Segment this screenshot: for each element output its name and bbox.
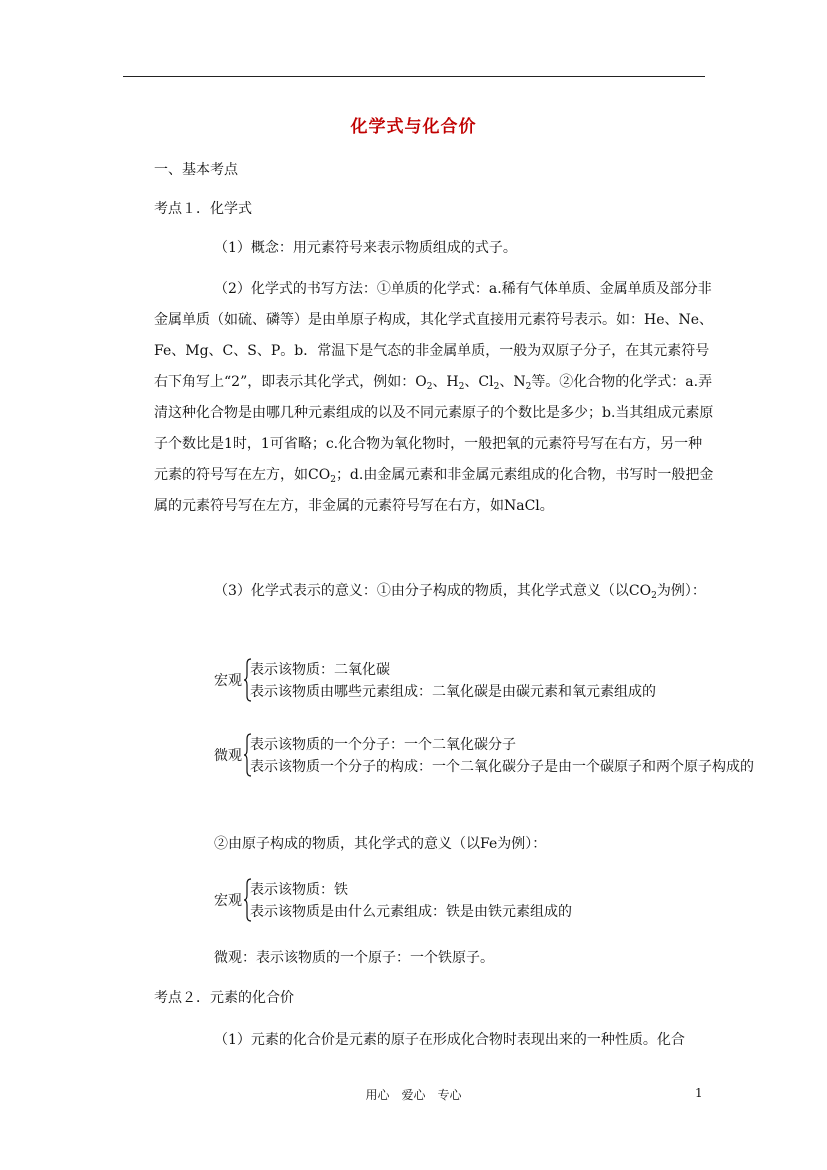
macro-brace-group-1 <box>214 658 774 702</box>
brace-item: 表示该物质由哪些元素组成：二氧化碳是由碳元素和氧元素组成的 <box>250 684 656 700</box>
macro-brace-group-2 <box>214 878 734 922</box>
page-number: 1 <box>695 1086 703 1100</box>
valence-paragraph: （1）元素的化合价是元素的原子在形成化合物时表现出来的一种性质。化合 <box>214 1032 685 1048</box>
micro-label: 微观 <box>214 748 242 764</box>
page-footer: 用心 爱心 专心 <box>365 1088 462 1102</box>
writing-method-paragraph: （2）化学式的书写方法：①单质的化学式：a.稀有气体单质、金属单质及部分非金属单质（如硫、磷等）是由单原子构成，其化学式直接用元素符号表示。如：He、Ne、Fe、Mg、C、S、P。b．常温下是气态的非金属单质，一般为双原子分子，在其元素符号右下角写上“2”，即表示其化学式，例如：$O_2$、$H_2$、$Cl_2$、$N_2$等。②化合物的化学式：a.弄清这种化合物是由哪几种元素组成的以及不同元素原子的个数比是多少；b.当其组成元素原子个数比是1时，1可省略；c.化合物为氧化物时，一般把氧的元素符号写在右方，另一种元素的符号写在左方，如$CO_2$；d.由金属元素和非金属元素组成的化合物，书写时一般把金属的元素符号写在左方，非金属的元素符号写在右方，如NaCl。 <box>154 281 714 514</box>
brace-item: 表示该物质：二氧化碳 <box>250 662 390 678</box>
header-rule <box>123 76 705 77</box>
brace-item: 表示该物质的一个分子：一个二氧化碳分子 <box>250 737 516 753</box>
macro-label: 宏观 <box>214 893 242 909</box>
section-heading: 一、基本考点 <box>154 162 238 178</box>
point-heading-1: 考点１．化学式 <box>154 201 252 217</box>
atom-intro: ②由原子构成的物质，其化学式的意义（以Fe为例）： <box>214 836 547 852</box>
document-title: 化学式与化合价 <box>350 117 477 137</box>
micro-brace-group-1 <box>214 733 794 777</box>
concept-paragraph: （1）概念：用元素符号来表示物质组成的式子。 <box>214 240 517 256</box>
brace-item: 表示该物质是由什么元素组成：铁是由铁元素组成的 <box>250 904 572 920</box>
macro-label: 宏观 <box>214 673 242 689</box>
brace-item: 表示该物质：铁 <box>250 882 348 898</box>
point-heading-2: 考点２．元素的化合价 <box>154 990 294 1006</box>
meaning-paragraph: （3）化学式表示的意义：①由分子构成的物质，其化学式意义（以$CO_2$为例）： <box>214 583 706 601</box>
brace-item: 表示该物质一个分子的构成：一个二氧化碳分子是由一个碳原子和两个原子构成的 <box>250 759 754 775</box>
micro-line-2: 微观：表示该物质的一个原子：一个铁原子。 <box>214 950 494 966</box>
